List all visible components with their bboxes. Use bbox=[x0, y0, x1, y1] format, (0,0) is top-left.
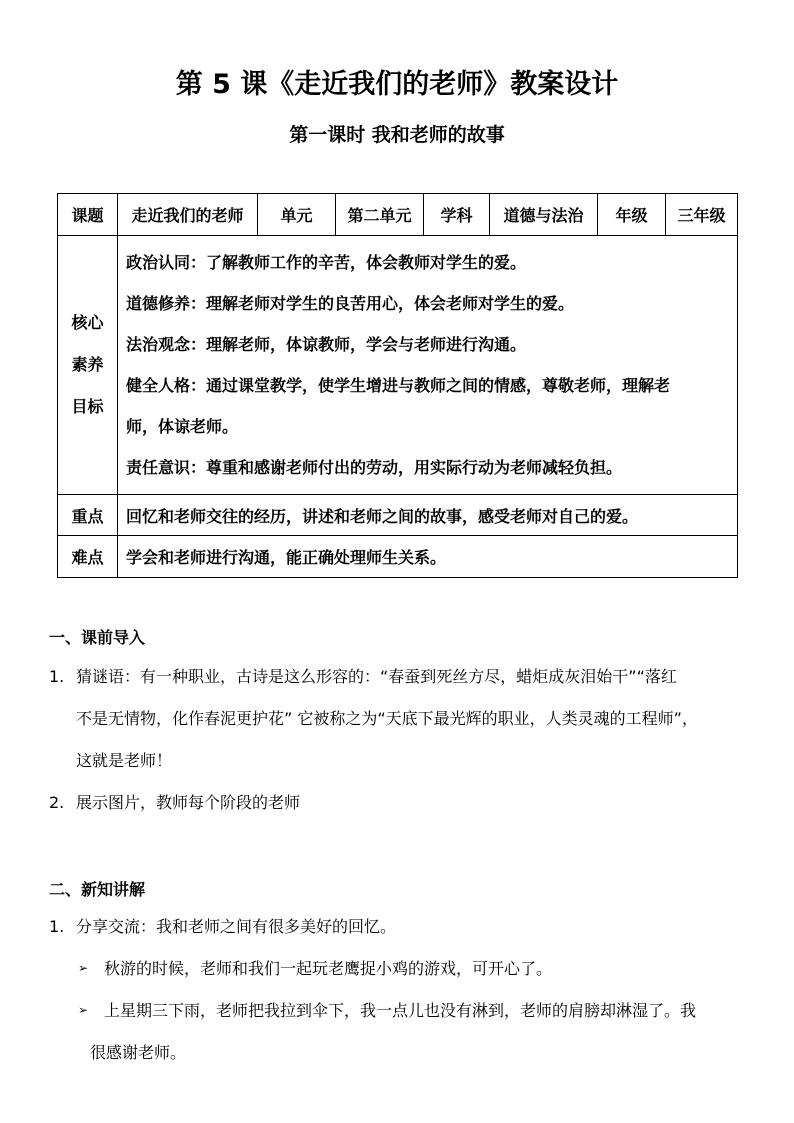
list-item-line: 分享交流：我和老师之间有很多美好的回忆。 bbox=[76, 917, 397, 936]
document-subtitle: 第一课时 我和老师的故事 bbox=[289, 124, 505, 146]
table-cell-subject-label: 学科 bbox=[424, 194, 490, 236]
core-label-line: 目标 bbox=[71, 397, 104, 416]
difficulties-label: 难点 bbox=[58, 536, 118, 578]
difficulties-text: 学会和老师进行沟通，能正确处理师生关系。 bbox=[118, 536, 738, 578]
list-number: 1. bbox=[49, 917, 65, 936]
bullet-line: 上星期三下雨，老师把我拉到伞下，我一点儿也没有淋到，老师的肩膀却淋湿了。我 bbox=[104, 1001, 697, 1020]
key-points-text: 回忆和老师交往的经历，讲述和老师之间的故事，感受老师对自己的爱。 bbox=[118, 495, 738, 536]
table-cell-unit-label: 单元 bbox=[258, 194, 336, 236]
bullet-line: 秋游的时候，老师和我们一起玩老鹰捉小鸡的游戏，可开心了。 bbox=[104, 959, 553, 978]
arrow-bullet-icon: ➢ bbox=[78, 961, 89, 975]
lesson-info-table bbox=[57, 193, 738, 578]
goal-line: 道德修养：理解老师对学生的良苦用心，体会老师对学生的爱。 bbox=[126, 294, 575, 313]
core-goals-content bbox=[118, 236, 738, 495]
table-cell-grade-value: 三年级 bbox=[666, 194, 738, 236]
list-number: 2. bbox=[49, 793, 65, 812]
core-label-line: 素养 bbox=[71, 355, 104, 374]
list-number: 1. bbox=[49, 667, 65, 686]
key-points-label: 重点 bbox=[58, 495, 118, 536]
arrow-bullet-icon: ➢ bbox=[78, 1003, 89, 1017]
goal-line: 健全人格：通过课堂教学，使学生增进与教师之间的情感，尊敬老师，理解老 bbox=[126, 376, 671, 395]
table-cell-topic-label: 课题 bbox=[58, 194, 118, 236]
table-row-key-points bbox=[58, 495, 738, 536]
table-row-difficulties bbox=[58, 536, 738, 578]
bullet-line: 很感谢老师。 bbox=[90, 1043, 187, 1062]
section-heading-new-knowledge: 二、新知讲解 bbox=[49, 880, 146, 899]
goal-line: 师，体谅老师。 bbox=[126, 417, 239, 436]
list-item-line: 展示图片，教师每个阶段的老师 bbox=[76, 793, 301, 812]
table-row-core-goals bbox=[58, 236, 738, 495]
table-cell-unit-value: 第二单元 bbox=[336, 194, 424, 236]
document-title: 第 5 课《走近我们的老师》教案设计 bbox=[175, 69, 619, 100]
goal-line: 责任意识：尊重和感谢老师付出的劳动，用实际行动为老师减轻负担。 bbox=[126, 458, 623, 477]
core-goals-label bbox=[58, 236, 118, 495]
list-item-line: 猜谜语：有一种职业，古诗是这么形容的：“春蚕到死丝方尽，蜡炬成灰泪始干”“落红 bbox=[76, 667, 677, 686]
list-item-line: 不是无情物，化作春泥更护花” 它被称之为“天底下最光辉的职业，人类灵魂的工程师”， bbox=[76, 709, 698, 728]
table-cell-grade-label: 年级 bbox=[598, 194, 666, 236]
section-heading-intro: 一、课前导入 bbox=[49, 628, 146, 647]
list-item-line: 这就是老师！ bbox=[76, 751, 173, 770]
core-label-line: 核心 bbox=[71, 313, 104, 332]
table-header-row bbox=[58, 194, 738, 236]
table-cell-subject-value: 道德与法治 bbox=[490, 194, 598, 236]
goal-line: 政治认同：了解教师工作的辛苦，体会教师对学生的爱。 bbox=[126, 253, 527, 272]
goal-line: 法治观念：理解老师，体谅教师，学会与老师进行沟通。 bbox=[126, 335, 527, 354]
table-cell-topic-value: 走近我们的老师 bbox=[118, 194, 258, 236]
